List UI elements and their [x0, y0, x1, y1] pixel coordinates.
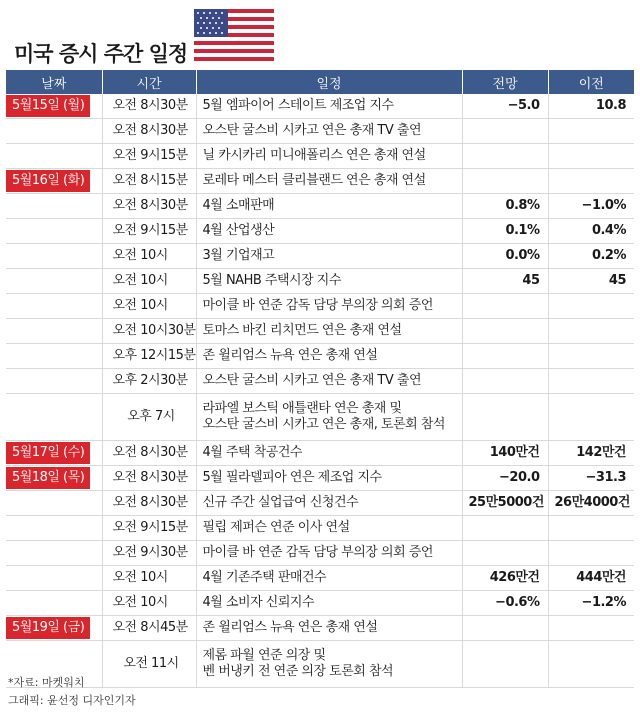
event-line: 5월 엠파이어 스테이트 제조업 지수 [202, 98, 394, 113]
date-badge: 5월19일 (금) [6, 617, 90, 639]
cell-date [6, 119, 102, 144]
table-row [6, 244, 634, 269]
cell-previous [548, 344, 634, 369]
cell-forecast [462, 294, 548, 319]
cell-date [6, 244, 102, 269]
event-line: 마이클 바 연준 감독 담당 부의장 의회 증언 [202, 298, 433, 313]
cell-forecast: 140만건 [462, 441, 548, 466]
cell-forecast: 0.0% [462, 244, 548, 269]
cell-time: 오전 10시 [102, 244, 196, 269]
table-row [6, 616, 634, 641]
schedule-table [6, 70, 634, 688]
cell-forecast: −20.0 [462, 466, 548, 491]
cell-date [6, 566, 102, 591]
event-line-2: 오스탄 굴스비 시카고 연은 총재, 토론회 참석 [202, 417, 445, 432]
event-line: 존 윌리엄스 뉴욕 연은 총재 연설 [202, 348, 378, 363]
cell-date [6, 94, 102, 119]
cell-forecast [462, 144, 548, 169]
table-row [6, 294, 634, 319]
cell-forecast [462, 319, 548, 344]
cell-time: 오후 12시15분 [102, 344, 196, 369]
cell-previous [548, 394, 634, 441]
cell-event [196, 369, 462, 394]
table-row [6, 466, 634, 491]
cell-date [6, 591, 102, 616]
event-line: 토마스 바킨 리치먼드 연은 총재 연설 [202, 323, 402, 338]
cell-forecast [462, 169, 548, 194]
event-line: 오스탄 굴스비 시카고 연은 총재 TV 출연 [202, 373, 421, 388]
credit-note: 그래픽: 윤선정 디자인기자 [8, 694, 136, 707]
cell-event [196, 516, 462, 541]
cell-time: 오전 10시 [102, 294, 196, 319]
cell-forecast: 0.1% [462, 219, 548, 244]
cell-event [196, 616, 462, 641]
cell-time: 오전 8시30분 [102, 119, 196, 144]
cell-event [196, 491, 462, 516]
cell-previous: 0.4% [548, 219, 634, 244]
cell-time: 오전 10시 [102, 591, 196, 616]
cell-previous: 10.8 [548, 94, 634, 119]
cell-previous: 45 [548, 269, 634, 294]
cell-time: 오후 2시30분 [102, 369, 196, 394]
cell-forecast [462, 394, 548, 441]
table-row [6, 491, 634, 516]
cell-forecast [462, 369, 548, 394]
cell-time: 오전 8시30분 [102, 466, 196, 491]
event-line: 로레타 메스터 클리블랜드 연은 총재 연설 [202, 173, 426, 188]
event-line: 오스탄 굴스비 시카고 연은 총재 TV 출연 [202, 123, 421, 138]
table-row [6, 369, 634, 394]
cell-forecast [462, 119, 548, 144]
cell-time: 오전 8시30분 [102, 441, 196, 466]
date-badge: 5월16일 (화) [6, 170, 90, 192]
cell-time: 오전 11시 [102, 641, 196, 688]
cell-time: 오전 10시 [102, 269, 196, 294]
cell-date [6, 369, 102, 394]
cell-time: 오전 8시30분 [102, 194, 196, 219]
date-badge: 5월17일 (수) [6, 442, 90, 464]
cell-time: 오전 9시15분 [102, 144, 196, 169]
cell-event [196, 344, 462, 369]
cell-time: 오전 8시30분 [102, 94, 196, 119]
cell-event [196, 269, 462, 294]
cell-event [196, 591, 462, 616]
event-line: 4월 기존주택 판매건수 [202, 570, 327, 585]
cell-date [6, 616, 102, 641]
event-line: 4월 주택 착공건수 [202, 445, 302, 460]
table-row [6, 119, 634, 144]
cell-previous [548, 516, 634, 541]
event-line-2: 벤 버냉키 전 연준 의장 토론회 참석 [202, 664, 394, 679]
cell-forecast: −0.6% [462, 591, 548, 616]
cell-forecast: 0.8% [462, 194, 548, 219]
cell-time: 오전 8시15분 [102, 169, 196, 194]
cell-date [6, 394, 102, 441]
table-row [6, 566, 634, 591]
cell-date [6, 169, 102, 194]
cell-time: 오전 9시15분 [102, 516, 196, 541]
cell-event [196, 294, 462, 319]
event-line: 존 윌리엄스 뉴욕 연은 총재 연설 [202, 620, 378, 635]
cell-date [6, 491, 102, 516]
footnotes [8, 674, 136, 710]
event-line: 라파엘 보스틱 애틀랜타 연은 총재 및 [202, 401, 402, 416]
event-line: 5월 NAHB 주택시장 지수 [202, 273, 341, 288]
cell-event [196, 194, 462, 219]
cell-forecast: 45 [462, 269, 548, 294]
header-time: 시간 [102, 70, 196, 94]
cell-previous: −1.0% [548, 194, 634, 219]
cell-previous: 142만건 [548, 441, 634, 466]
table-row [6, 516, 634, 541]
table-row [6, 591, 634, 616]
cell-date [6, 344, 102, 369]
cell-previous [548, 294, 634, 319]
cell-previous: 444만건 [548, 566, 634, 591]
event-line: 5월 필라델피아 연은 제조업 지수 [202, 470, 382, 485]
cell-event [196, 244, 462, 269]
cell-event [196, 566, 462, 591]
cell-forecast [462, 616, 548, 641]
cell-date [6, 194, 102, 219]
table-row [6, 541, 634, 566]
cell-forecast: −5.0 [462, 94, 548, 119]
header-forecast: 전망 [462, 70, 548, 94]
event-line: 제롬 파월 연준 의장 및 [202, 648, 326, 663]
header-date: 날짜 [6, 70, 102, 94]
cell-date [6, 269, 102, 294]
table-row [6, 194, 634, 219]
cell-event [196, 541, 462, 566]
cell-forecast [462, 516, 548, 541]
cell-date [6, 541, 102, 566]
cell-previous: 0.2% [548, 244, 634, 269]
table-row [6, 169, 634, 194]
source-note: *자료: 마켓워치 [8, 676, 85, 689]
cell-date [6, 219, 102, 244]
cell-date [6, 294, 102, 319]
cell-time: 오전 8시30분 [102, 491, 196, 516]
cell-event [196, 144, 462, 169]
cell-forecast: 426만건 [462, 566, 548, 591]
cell-time: 오전 10시 [102, 566, 196, 591]
cell-forecast [462, 641, 548, 688]
header-event: 일정 [196, 70, 462, 94]
table-row [6, 344, 634, 369]
table-row [6, 94, 634, 119]
cell-previous [548, 369, 634, 394]
date-badge: 5월18일 (목) [6, 467, 90, 489]
cell-previous [548, 616, 634, 641]
cell-previous: −1.2% [548, 591, 634, 616]
table-row [6, 144, 634, 169]
page-title: 미국 증시 주간 일정 [14, 42, 188, 66]
event-line: 신규 주간 실업급여 신청건수 [202, 495, 359, 510]
cell-event [196, 641, 462, 688]
cell-previous: −31.3 [548, 466, 634, 491]
event-line: 4월 소비자 신뢰지수 [202, 595, 314, 610]
cell-date [6, 441, 102, 466]
table-row [6, 441, 634, 466]
table-row [6, 219, 634, 244]
date-badge: 5월15일 (월) [6, 95, 90, 117]
cell-forecast [462, 344, 548, 369]
table-row [6, 269, 634, 294]
event-line: 4월 소매판매 [202, 198, 275, 213]
cell-event [196, 94, 462, 119]
cell-event [196, 119, 462, 144]
cell-event [196, 319, 462, 344]
cell-date [6, 319, 102, 344]
cell-forecast [462, 541, 548, 566]
cell-previous [548, 541, 634, 566]
cell-previous [548, 641, 634, 688]
cell-previous [548, 319, 634, 344]
cell-event [196, 169, 462, 194]
cell-previous: 26만4000건 [548, 491, 634, 516]
cell-time: 오전 10시30분 [102, 319, 196, 344]
cell-date [6, 516, 102, 541]
cell-forecast: 25만5000건 [462, 491, 548, 516]
cell-event [196, 441, 462, 466]
cell-previous [548, 169, 634, 194]
cell-previous [548, 144, 634, 169]
cell-previous [548, 119, 634, 144]
table-header-row [6, 70, 634, 94]
table-row [6, 319, 634, 344]
event-line: 3월 기업재고 [202, 248, 275, 263]
cell-time: 오전 9시30분 [102, 541, 196, 566]
cell-event [196, 466, 462, 491]
cell-event [196, 394, 462, 441]
event-line: 닐 카시카리 미니애폴리스 연은 총재 연설 [202, 148, 426, 163]
header-previous: 이전 [548, 70, 634, 94]
cell-time: 오전 8시45분 [102, 616, 196, 641]
table-row [6, 394, 634, 441]
us-flag-icon [194, 9, 274, 61]
cell-time: 오후 7시 [102, 394, 196, 441]
event-line: 필립 제퍼슨 연준 이사 연설 [202, 520, 350, 535]
cell-event [196, 219, 462, 244]
cell-time: 오전 9시15분 [102, 219, 196, 244]
cell-date [6, 144, 102, 169]
event-line: 4월 산업생산 [202, 223, 275, 238]
cell-date [6, 466, 102, 491]
event-line: 마이클 바 연준 감독 담당 부의장 의회 증언 [202, 545, 433, 560]
